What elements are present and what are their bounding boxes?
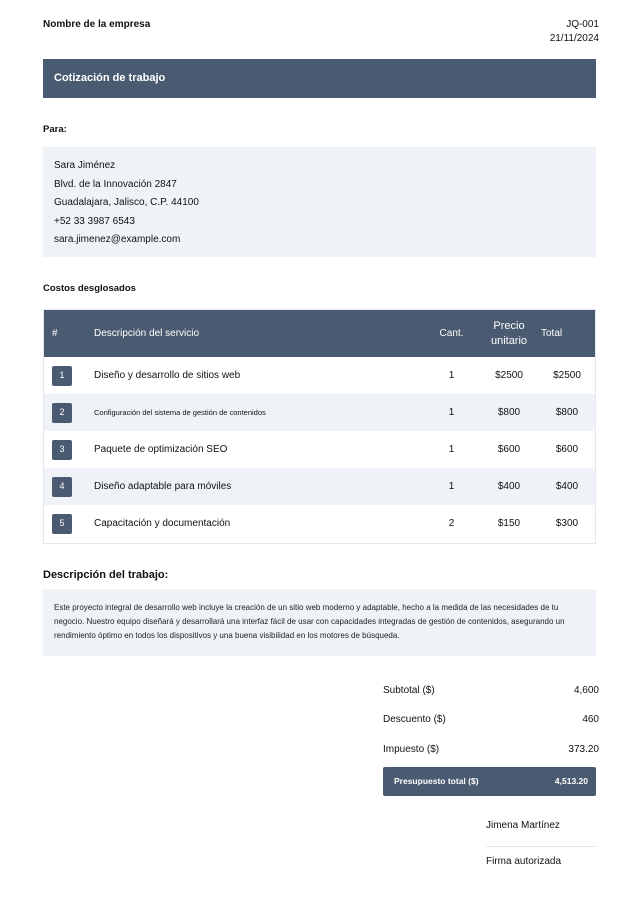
quote-meta [550,18,599,46]
client-address-line2: Guadalajara, Jalisco, C.P. 44100 [54,197,199,208]
client-info-box [43,147,596,257]
costs-table [43,309,596,544]
col-unit-price-header [479,310,539,357]
client-phone: +52 33 3987 6543 [54,215,135,227]
row-description: Configuración del sistema de gestión de contenidos [94,408,266,417]
row-qty: 1 [448,481,455,492]
row-total: $2500 [553,370,581,381]
row-unit-price: $2500 [495,370,523,381]
costs-label: Costos desglosados [43,283,136,294]
total-budget-label: Presupuesto total ($) [394,776,479,786]
row-total: $600 [555,444,579,455]
table-header-row [44,310,595,357]
col-unit-price-line1: Precio [493,319,525,332]
row-unit-price: $400 [497,481,521,492]
col-total-header: Total [541,328,563,339]
row-number-badge: 2 [52,403,72,423]
document-title: Cotización de trabajo [43,59,596,98]
row-number-badge: 1 [52,366,72,386]
row-unit-price: $600 [497,444,521,455]
col-unit-price-line2: unitario [490,334,528,347]
row-qty: 1 [448,407,455,418]
subtotal-value: 4,600 [573,685,599,696]
row-description: Diseño adaptable para móviles [94,481,232,492]
quote-date: 21/11/2024 [549,33,599,44]
row-qty: 1 [448,370,455,381]
table-row [44,431,595,468]
signer-name: Jimena Martínez [486,820,560,831]
client-address-line1: Blvd. de la Innovación 2847 [54,178,177,190]
col-qty-header: Cant. [439,328,464,339]
table-row [44,357,595,394]
row-description: Diseño y desarrollo de sitios web [94,370,241,381]
row-total: $400 [555,481,579,492]
row-number-badge: 5 [52,514,72,534]
col-num-header: # [52,328,58,339]
work-description-text: Este proyecto integral de desarrollo web incluye la creación de un sitio web moderno y adaptable, hecho a la medida de las necesidades de tu negocio. Nuestro equipo diseñará y desarrollará una interfaz fácil de usar con capacidades integradas de gestión de contenidos, asegurando un rendimiento óptimo en todos los dispositivos y una buena visibilidad en los motores de búsqueda. [43,589,596,656]
signature-caption: Firma autorizada [486,856,562,867]
row-qty: 2 [448,518,455,529]
tax-label: Impuesto ($) [383,744,440,755]
table-row [44,505,595,542]
work-description-label: Descripción del trabajo: [43,569,169,581]
row-number-badge: 4 [52,477,72,497]
subtotal-label: Subtotal ($) [383,685,435,696]
col-description-header: Descripción del servicio [94,328,200,339]
discount-value: 460 [582,714,599,725]
discount-label: Descuento ($) [383,714,446,725]
row-unit-price: $800 [497,407,521,418]
row-total: $800 [555,407,579,418]
client-label: Para: [43,124,67,135]
total-budget-value: 4,513.20 [554,776,588,786]
row-unit-price: $150 [497,518,521,529]
row-description: Capacitación y documentación [94,518,231,529]
table-row [44,468,595,505]
client-name: Sara Jiménez [54,160,116,171]
row-description: Paquete de optimización SEO [94,444,228,455]
row-total: $300 [555,518,579,529]
signature-divider [486,846,596,847]
row-qty: 1 [448,444,455,455]
client-email: sara.jimenez@example.com [54,234,181,245]
row-number-badge: 3 [52,440,72,460]
company-name: Nombre de la empresa [43,19,151,30]
total-budget-bar [383,767,596,796]
tax-value: 373.20 [568,744,599,755]
quote-number: JQ-001 [566,19,599,30]
table-row [44,394,595,431]
